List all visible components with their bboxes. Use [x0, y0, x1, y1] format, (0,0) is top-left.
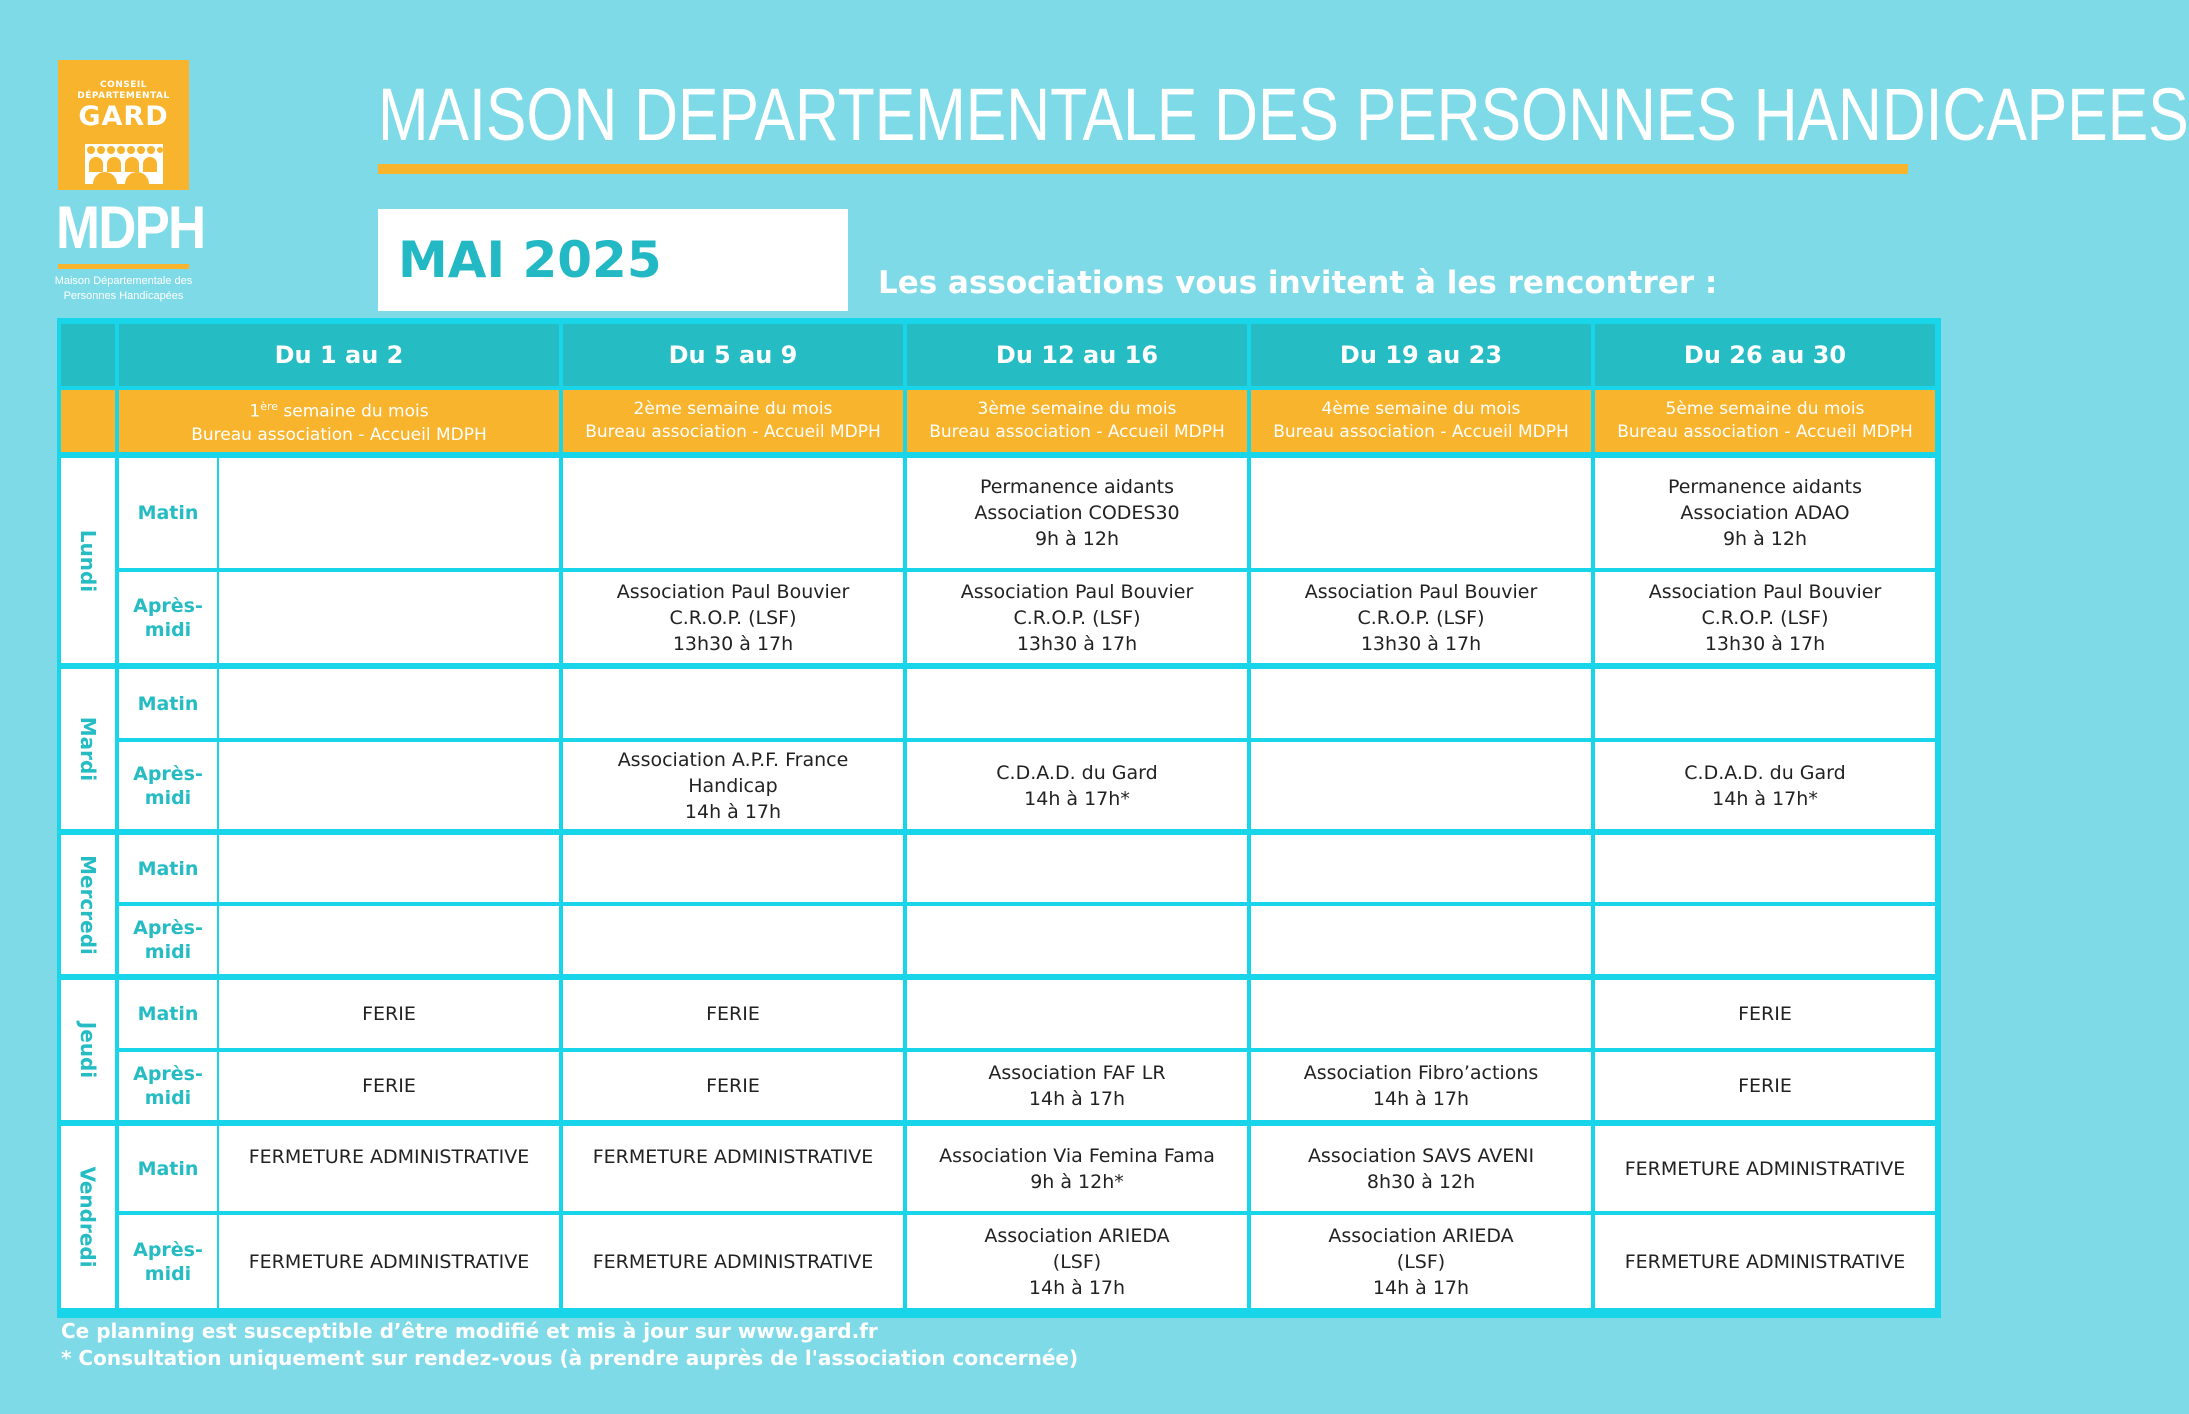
week-bureau: Bureau association - Accueil MDPH [1617, 422, 1913, 442]
schedule-cell: Permanence aidants Association ADAO 9h à 12h [1595, 458, 1935, 568]
schedule-cell: FERIE [563, 980, 903, 1048]
day-name: Lundi [76, 529, 100, 592]
day-label-mercredi [61, 835, 115, 974]
schedule-cell [219, 669, 559, 738]
schedule-cell [1251, 835, 1591, 902]
week-ordinal-suffix: ère [260, 400, 279, 414]
schedule-cell [907, 906, 1247, 974]
schedule-cell: Association SAVS AVENI 8h30 à 12h [1251, 1126, 1591, 1211]
schedule-cell [219, 906, 559, 974]
schedule-cell [219, 572, 559, 663]
schedule-cell [1251, 669, 1591, 738]
footer-appointment-note: * Consultation uniquement sur rendez-vous (à prendre auprès de l'association concernée) [61, 1346, 1079, 1370]
week-subheader [563, 390, 903, 452]
week-subtitle-rest: semaine du mois [681, 399, 833, 419]
week-ordinal: 5ème [1665, 399, 1714, 419]
day-label-jeudi [61, 980, 115, 1120]
schedule-cell [219, 835, 559, 902]
schedule-cell [1595, 669, 1935, 738]
week-header: Du 26 au 30 [1595, 324, 1935, 386]
week-header: Du 5 au 9 [563, 324, 903, 386]
day-name: Vendredi [76, 1166, 101, 1268]
period-label-afternoon: Après- midi [119, 572, 217, 663]
schedule-cell [563, 906, 903, 974]
week-header: Du 12 au 16 [907, 324, 1247, 386]
logo-subtitle: Maison Départementale des Personnes Handicapées [54, 275, 193, 302]
period-label-afternoon: Après- midi [119, 906, 217, 974]
month-box [378, 209, 848, 311]
day-label-mardi [61, 669, 115, 829]
day-label-vendredi [61, 1126, 115, 1308]
month-label: MAI 2025 [398, 231, 662, 289]
schedule-cell [1251, 742, 1591, 829]
week-subheader [1595, 390, 1935, 452]
footer-update-note: Ce planning est susceptible d’être modifié et mis à jour sur www.gard.fr [61, 1319, 878, 1343]
week-bureau: Bureau association - Accueil MDPH [191, 424, 487, 445]
schedule-cell: Association Paul Bouvier C.R.O.P. (LSF) 13h30 à 17h [1595, 572, 1935, 663]
week-header: Du 19 au 23 [1251, 324, 1591, 386]
period-label-morning: Matin [119, 980, 217, 1048]
invite-text: Les associations vous invitent à les rencontrer : [878, 265, 1718, 301]
schedule-cell [563, 458, 903, 568]
week-subtitle-rest: semaine du mois [278, 401, 429, 422]
subheader-corner [61, 390, 115, 452]
mdph-logo-text: MDPH [56, 194, 205, 261]
schedule-cell: FERMETURE ADMINISTRATIVE [1595, 1215, 1935, 1308]
day-label-lundi [61, 458, 115, 663]
schedule-cell: FERIE [1595, 1052, 1935, 1120]
schedule-cell [563, 835, 903, 902]
schedule-cell: FERMETURE ADMINISTRATIVE [219, 1215, 559, 1308]
period-label-morning: Matin [119, 669, 217, 738]
schedule-cell: C.D.A.D. du Gard 14h à 17h* [1595, 742, 1935, 829]
schedule-cell: Association FAF LR 14h à 17h [907, 1052, 1247, 1120]
period-label-afternoon: Après- midi [119, 1215, 217, 1308]
schedule-cell: Association Paul Bouvier C.R.O.P. (LSF) 13h30 à 17h [907, 572, 1247, 663]
schedule-cell [563, 669, 903, 738]
schedule-cell: FERMETURE ADMINISTRATIVE [563, 1126, 903, 1211]
week-ordinal: 2ème [633, 399, 682, 419]
week-ordinal-line [1617, 398, 1913, 421]
period-label-afternoon: Après- midi [119, 742, 217, 829]
schedule-cell: FERIE [219, 980, 559, 1048]
schedule-cell [219, 742, 559, 829]
week-ordinal: 4ème [1321, 399, 1370, 419]
week-subtitle-rest: semaine du mois [1369, 399, 1521, 419]
schedule-cell: FERMETURE ADMINISTRATIVE [563, 1215, 903, 1308]
schedule-cell: Association ARIEDA (LSF) 14h à 17h [907, 1215, 1247, 1308]
schedule-cell [1595, 906, 1935, 974]
schedule-cell: Permanence aidants Association CODES30 9h à 12h [907, 458, 1247, 568]
week-ordinal-line [191, 395, 487, 424]
logo-conseil-text: CONSEIL DÉPARTEMENTAL [77, 80, 170, 101]
schedule-cell: FERIE [563, 1052, 903, 1120]
week-header: Du 1 au 2 [119, 324, 559, 386]
logo-gard-text: GARD [78, 101, 169, 132]
logo-divider [58, 264, 189, 269]
week-ordinal-line [1273, 398, 1569, 421]
schedule-cell [907, 835, 1247, 902]
period-label-morning: Matin [119, 835, 217, 902]
week-bureau: Bureau association - Accueil MDPH [585, 422, 881, 442]
schedule-cell [907, 669, 1247, 738]
schedule-cell: FERIE [219, 1052, 559, 1120]
day-name: Mardi [76, 716, 100, 782]
schedule-table [57, 318, 1941, 1318]
schedule-cell: C.D.A.D. du Gard 14h à 17h* [907, 742, 1247, 829]
schedule-cell: Association Paul Bouvier C.R.O.P. (LSF) 13h30 à 17h [1251, 572, 1591, 663]
day-name: Mercredi [76, 854, 101, 955]
week-subheader [1251, 390, 1591, 452]
period-label-afternoon: Après- midi [119, 1052, 217, 1120]
week-subheader [119, 390, 559, 452]
footer-notes [61, 1318, 1078, 1372]
schedule-cell: FERMETURE ADMINISTRATIVE [1595, 1126, 1935, 1211]
schedule-cell: Association ARIEDA (LSF) 14h à 17h [1251, 1215, 1591, 1308]
header-corner [61, 324, 115, 386]
day-name: Jeudi [76, 1021, 101, 1079]
schedule-cell: Association Via Femina Fama 9h à 12h* [907, 1126, 1247, 1211]
week-bureau: Bureau association - Accueil MDPH [929, 422, 1225, 442]
week-ordinal-line [929, 398, 1225, 421]
period-label-morning: Matin [119, 1126, 217, 1211]
page-title: MAISON DEPARTEMENTALE DES PERSONNES HANDICAPEES [378, 73, 2189, 156]
schedule-cell [1595, 835, 1935, 902]
schedule-cell [1251, 906, 1591, 974]
week-ordinal: 1 [249, 401, 261, 422]
week-subheader [907, 390, 1247, 452]
gard-logo [58, 60, 189, 190]
schedule-cell [1251, 458, 1591, 568]
schedule-cell [1251, 980, 1591, 1048]
week-subtitle-rest: semaine du mois [1713, 399, 1865, 419]
week-ordinal-line [585, 398, 881, 421]
schedule-cell: FERMETURE ADMINISTRATIVE [219, 1126, 559, 1211]
pont-du-gard-icon [85, 144, 163, 184]
schedule-cell: Association A.P.F. France Handicap 14h à 17h [563, 742, 903, 829]
week-subtitle-rest: semaine du mois [1025, 399, 1177, 419]
title-underline [378, 164, 1908, 174]
period-label-morning: Matin [119, 458, 217, 568]
schedule-cell: FERIE [1595, 980, 1935, 1048]
schedule-cell: Association Fibro’actions 14h à 17h [1251, 1052, 1591, 1120]
schedule-cell [219, 458, 559, 568]
week-ordinal: 3ème [977, 399, 1026, 419]
schedule-cell [907, 980, 1247, 1048]
week-bureau: Bureau association - Accueil MDPH [1273, 422, 1569, 442]
schedule-cell: Association Paul Bouvier C.R.O.P. (LSF) 13h30 à 17h [563, 572, 903, 663]
